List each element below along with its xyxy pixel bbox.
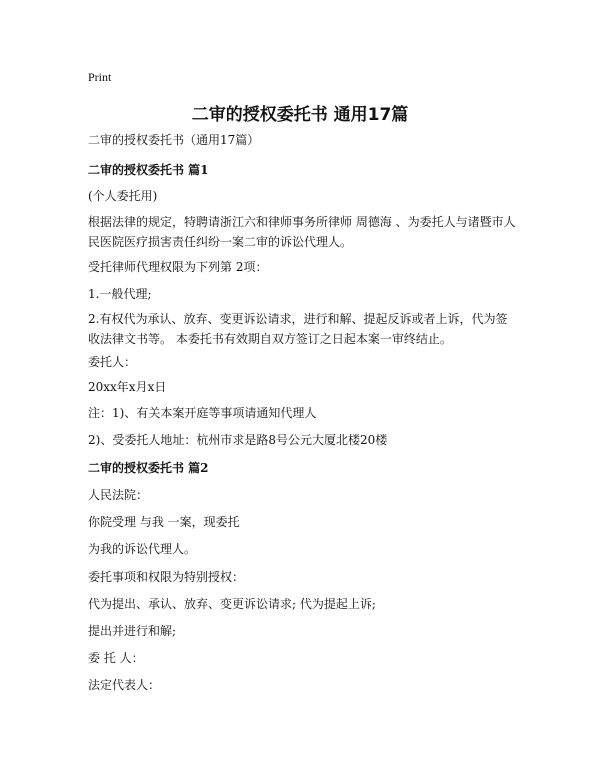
paragraph: 20xx年x月x日 [88, 380, 167, 394]
section-heading-1: 二审的授权委托书 篇1 [88, 163, 209, 177]
page-title: 二审的授权委托书 通用17篇 [191, 105, 409, 125]
paragraph: 注：1)、有关本案开庭等事项请通知代理人 [88, 406, 317, 420]
print-label: Print [88, 70, 112, 84]
section-heading-2: 二审的授权委托书 篇2 [88, 461, 209, 475]
subtitle-line: 二审的授权委托书（通用17篇） [88, 133, 260, 147]
paragraph: 1.一般代理; [88, 287, 152, 301]
paragraph: 你院受理 与我 一案，现委托 [88, 515, 240, 529]
paragraph: 委托人： [88, 355, 137, 369]
paragraph: 委 托 人： [88, 651, 144, 665]
paragraph: 2.有权代为承认、放弃、变更诉讼请求，进行和解、提起反诉或者上诉，代为签收法律文书等。 本委托书有效期自双方签订之日起本案一审终结止。 [88, 312, 508, 346]
paragraph: 为我的诉讼代理人。 [88, 542, 197, 556]
paragraph: (个人委托用) [88, 189, 158, 203]
paragraph: 人民法院： [88, 488, 149, 502]
paragraph: 法定代表人： [88, 678, 161, 692]
paragraph: 提出并进行和解; [88, 624, 177, 638]
paragraph: 受托律师代理权限为下列第 2项： [88, 260, 268, 274]
paragraph: 代为提出、承认、放弃、变更诉讼请求; 代为提起上诉; [88, 597, 376, 611]
paragraph: 根据法律的规定，特聘请浙江六和律师事务所律师 周德海 、为委托人与诸暨市人民医院医疗损害责任纠纷一案二审的诉讼代理人。 [88, 215, 516, 249]
paragraph: 委托事项和权限为特别授权： [88, 570, 245, 584]
paragraph: 2)、受委托人地址：杭州市求是路8号公元大厦北楼20楼 [88, 433, 388, 447]
